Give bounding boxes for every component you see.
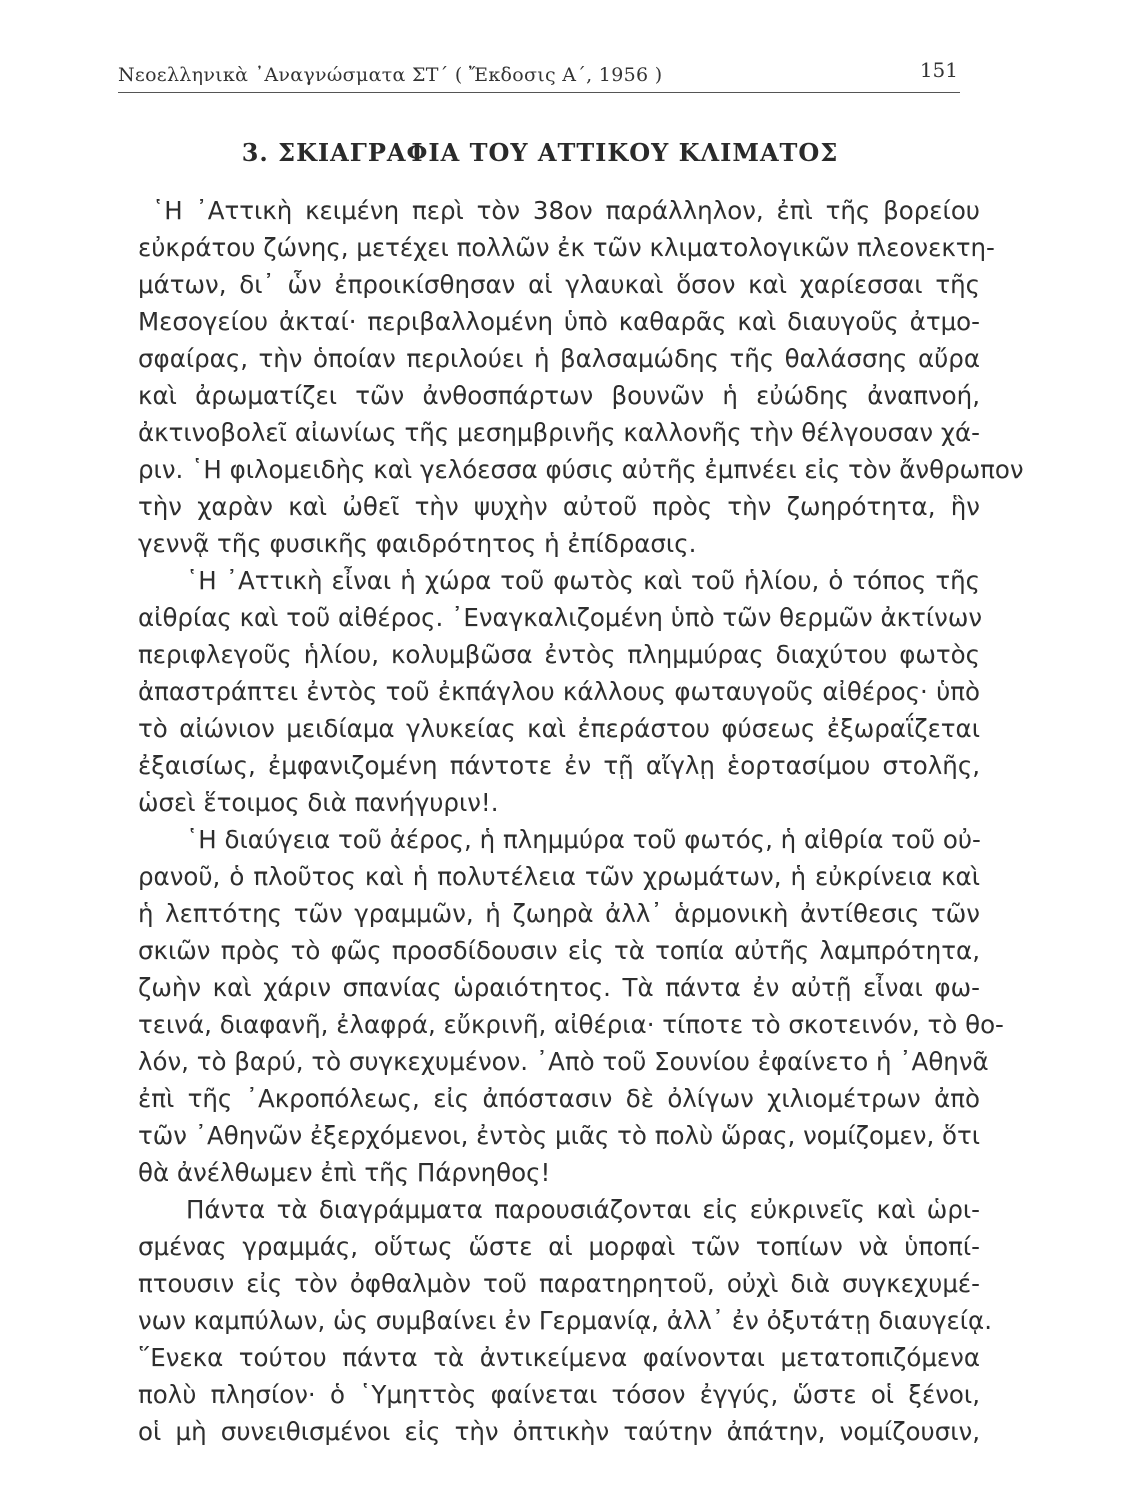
text-line: ἡ λεπτότης τῶν γραμμῶν, ἡ ζωηρὰ ἀλλ᾿ ἁρμονικὴ ἀντίθεσις τῶν (138, 899, 980, 928)
text-line: σφαίρας, τὴν ὁποίαν περιλούει ἡ βαλσαμώδης τῆς θαλάσσης αὔρα (138, 344, 980, 373)
text-line: ἀκτινοβολεῖ αἰωνίως τῆς μεσημβρινῆς καλλονῆς τὴν θέλγουσαν χά- (138, 418, 980, 447)
running-title: Νεοελληνικὰ ᾿Αναγνώσματα ΣΤ΄ ( Ἔκδοσις Α΄, 1956 ) (118, 64, 663, 86)
text-line: ῾Η ᾿Αττικὴ εἶναι ἡ χώρα τοῦ φωτὸς καὶ τοῦ ἡλίου, ὁ τόπος τῆς (186, 566, 980, 595)
body-text (138, 192, 1024, 1450)
text-line: τὴν χαρὰν καὶ ὠθεῖ τὴν ψυχὴν αὐτοῦ πρὸς τὴν ζωηρότητα, ἣν (138, 492, 980, 521)
text-line: λόν, τὸ βαρύ, τὸ συγκεχυμένον. ᾿Απὸ τοῦ Σουνίου ἐφαίνετο ἡ ᾿Αθηνᾶ (138, 1047, 989, 1076)
text-line: νων καμπύλων, ὡς συμβαίνει ἐν Γερμανίᾳ, ἀλλ᾿ ἐν ὀξυτάτῃ διαυγείᾳ. (138, 1306, 992, 1335)
text-line: Μεσογείου ἀκταί· περιβαλλομένη ὑπὸ καθαρᾶς καὶ διαυγοῦς ἀτμο- (138, 307, 980, 336)
text-line: ῞Ενεκα τούτου πάντα τὰ ἀντικείμενα φαίνονται μετατοπιζόμενα (138, 1343, 980, 1372)
text-line: ἐπὶ τῆς ᾿Ακροπόλεως, εἰς ἀπόστασιν δὲ ὀλίγων χιλιομέτρων ἀπὸ (138, 1084, 980, 1113)
text-line: τεινά, διαφανῆ, ἐλαφρά, εὔκρινῆ, αἰθέρια· τίποτε τὸ σκοτεινόν, τὸ θο- (138, 1010, 1004, 1039)
text-line: πτουσιν εἰς τὸν ὀφθαλμὸν τοῦ παρατηρητοῦ, οὐχὶ διὰ συγκεχυμέ- (138, 1269, 980, 1298)
text-line: τὸ αἰώνιον μειδίαμα γλυκείας καὶ ἐπεράστου φύσεως ἐξωραΐζεται (138, 714, 980, 743)
running-header (118, 58, 960, 93)
text-line: ῾Η ᾿Αττικὴ κειμένη περὶ τὸν 38ον παράλληλον, ἐπὶ τῆς βορείου (152, 196, 980, 225)
text-line: σκιῶν πρὸς τὸ φῶς προσδίδουσιν εἰς τὰ τοπία αὐτῆς λαμπρότητα, (138, 936, 980, 965)
text-line: ἐξαισίως, ἐμφανιζομένη πάντοτε ἐν τῇ αἴγλῃ ἑορτασίμου στολῆς, (138, 751, 980, 780)
text-line: εὐκράτου ζώνης, μετέχει πολλῶν ἐκ τῶν κλιματολογικῶν πλεονεκτη- (138, 233, 995, 262)
text-line: ζωὴν καὶ χάριν σπανίας ὡραιότητος. Τὰ πάντα ἐν αὐτῇ εἶναι φω- (138, 973, 980, 1002)
text-line: σμένας γραμμάς, οὕτως ὥστε αἱ μορφαὶ τῶν τοπίων νὰ ὑποπί- (138, 1232, 980, 1261)
text-line: γεννᾷ τῆς φυσικῆς φαιδρότητος ἡ ἐπίδρασις. (138, 529, 697, 558)
text-line: θὰ ἀνέλθωμεν ἐπὶ τῆς Πάρνηθος! (138, 1158, 551, 1187)
text-line: τῶν ᾿Αθηνῶν ἐξερχόμενοι, ἐντὸς μιᾶς τὸ πολὺ ὥρας, νομίζομεν, ὅτι (138, 1121, 981, 1150)
text-line: Πάντα τὰ διαγράμματα παρουσιάζονται εἰς εὐκρινεῖς καὶ ὡρι- (186, 1195, 980, 1224)
chapter-title: 3. ΣΚΙΑΓΡΑΦΙΑ ΤΟΥ ΑΤΤΙΚΟΥ ΚΛΙΜΑΤΟΣ (241, 138, 839, 167)
text-line: ἀπαστράπτει ἐντὸς τοῦ ἐκπάγλου κάλλους φωταυγοῦς αἰθέρος· ὑπὸ (138, 677, 980, 706)
text-line: καὶ ἀρωματίζει τῶν ἀνθοσπάρτων βουνῶν ἡ εὐώδης ἀναπνοή, (138, 381, 980, 410)
text-line: ὡσεὶ ἕτοιμος διὰ πανήγυριν!. (138, 788, 499, 817)
text-line: μάτων, δι᾿ ὧν ἐπροικίσθησαν αἱ γλαυκαὶ ὅσον καὶ χαρίεσσαι τῆς (138, 270, 980, 299)
text-line: περιφλεγοῦς ἡλίου, κολυμβῶσα ἐντὸς πλημμύρας διαχύτου φωτὸς (138, 640, 980, 669)
text-line: ρανοῦ, ὁ πλοῦτος καὶ ἡ πολυτέλεια τῶν χρωμάτων, ἡ εὐκρίνεια καὶ (138, 862, 980, 891)
text-line: ῾Η διαύγεια τοῦ ἀέρος, ἡ πλημμύρα τοῦ φωτός, ἡ αἰθρία τοῦ οὐ- (186, 825, 981, 854)
text-line: οἱ μὴ συνειθισμένοι εἰς τὴν ὀπτικὴν ταύτην ἀπάτην, νομίζουσιν, (138, 1417, 980, 1446)
text-line: πολὺ πλησίον· ὁ ῾Υμηττὸς φαίνεται τόσον ἐγγύς, ὥστε οἱ ξένοι, (138, 1380, 980, 1409)
page-number: 151 (919, 58, 958, 82)
text-line: αἰθρίας καὶ τοῦ αἰθέρος. ᾿Εναγκαλιζομένη ὑπὸ τῶν θερμῶν ἀκτίνων (138, 603, 983, 632)
text-line: ριν. ῾Η φιλομειδὴς καὶ γελόεσσα φύσις αὐτῆς ἐμπνέει εἰς τὸν ἄνθρωπον (138, 455, 1024, 484)
